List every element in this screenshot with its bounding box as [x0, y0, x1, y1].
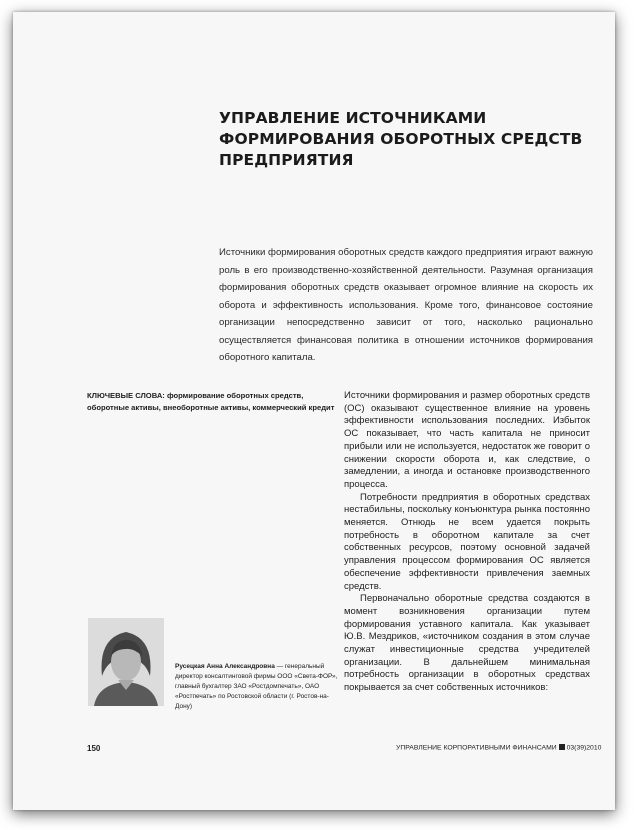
- journal-page: [13, 12, 615, 810]
- body-paragraph-3: Первоначально оборотные средства создаются в момент возникновения организации путем формирования уставного капитала. Как указывает Ю.В. Мездриков, «источником создания в этом случае служат инвестиционные средства учредителей организации. В дальнейшем минимальная потребность организации в оборотных средствах покрывается за счет собственных источников:: [344, 593, 590, 694]
- keywords: КЛЮЧЕВЫЕ СЛОВА: формирование оборотных средств, оборотные активы, внеоборотные активы, коммерческий кредит: [87, 391, 335, 412]
- article-abstract: Источники формирования оборотных средств каждого предприятия играют важную роль в его производственно-хозяйственной деятельности. Разумная организация формирования оборотных средств оказывает огромное влияние на скорость их оборота и эффективность использования. Кроме того, финансовое состояние организации непосредственно зависит от того, насколько рационально осуществляется финансовая политика в отношении источников формирования оборотного капитала.: [219, 247, 593, 363]
- author-info: [175, 662, 339, 712]
- author-portrait-icon: [88, 618, 164, 706]
- author-name: Русецкая Анна Александровна: [175, 663, 275, 670]
- body-paragraph-1: Источники формирования и размер оборотных средств (ОС) оказывают существенное влияние на уровень эффективности использования последних. Избыток ОС показывает, что часть капитала не приносит прибыли или не используется, недостаток же говорит о снижении скорости оборота и, как следствие, о замедлении, а иногда и остановке производственного процесса.: [344, 390, 590, 490]
- article-body: [344, 390, 590, 695]
- article-title: УПРАВЛЕНИЕ ИСТОЧНИКАМИ ФОРМИРОВАНИЯ ОБОРОТНЫХ СРЕДСТВ ПРЕДПРИЯТИЯ: [219, 109, 583, 169]
- body-paragraph-2: Потребности предприятия в оборотных средствах нестабильны, поскольку конъюнктура рынка постоянно меняется. Отнюдь не всем удается покрыть потребность в оборотном капитале за счет собственных ресурсов, поэтому основной задачей управления процессом формирования ОС является обеспечение эффективности привлечения заемных средств.: [344, 491, 590, 592]
- journal-footer: [396, 744, 602, 752]
- journal-name: УПРАВЛЕНИЕ КОРПОРАТИВНЫМИ ФИНАНСАМИ: [396, 744, 557, 752]
- author-bio: — генеральный директор консалтинговой фирмы ООО «Света-ФОР», главный бухгалтер ЗАО «Ростдомпечать», ОАО «Ростпечать» по Ростовской области (г. Ростов-на-Дону): [175, 663, 338, 710]
- author-photo: [88, 618, 164, 706]
- page-number: 150: [87, 744, 101, 753]
- journal-issue: 03(39)2010: [566, 744, 602, 752]
- square-separator-icon: [559, 744, 565, 750]
